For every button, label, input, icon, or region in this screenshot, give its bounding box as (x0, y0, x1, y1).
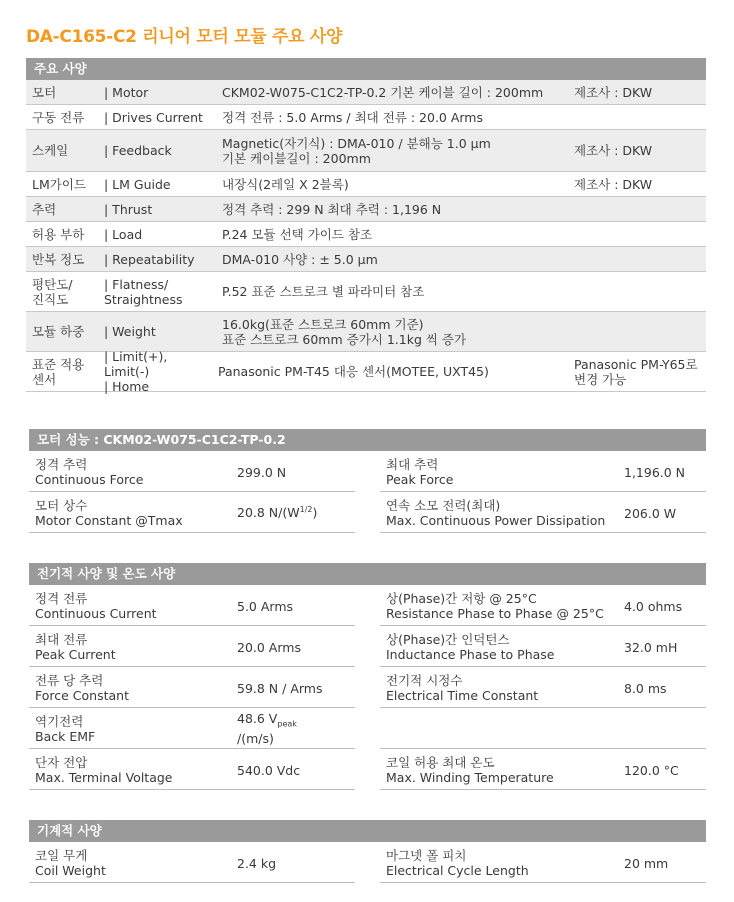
spec-en: | Limit(+), Limit(-) | Home (104, 349, 168, 394)
spec-ko: 평탄도/ 진직도 (32, 276, 73, 307)
perf-row (29, 453, 706, 492)
perf-value-line2: /(m/s) (237, 730, 274, 746)
electrical-spec-table (29, 563, 706, 790)
mechanical-spec-header: 기계적 사양 (29, 820, 706, 842)
spec-en: | Thrust (104, 201, 153, 217)
perf-cell (380, 453, 706, 492)
spec-maker: 제조사 : DKW (574, 176, 653, 192)
perf-value: 540.0 Vdc (237, 762, 301, 778)
perf-cell (29, 494, 355, 533)
spec-ko: 표준 적용 센서 (32, 356, 85, 387)
spec-en: | Flatness/ Straightness (104, 276, 183, 307)
perf-label: 최대 추력 Peak Force (386, 457, 454, 487)
perf-value: 4.0 ohms (624, 598, 683, 614)
spec-ko: 구동 전류 (32, 109, 85, 125)
motor-performance-header: 모터 성능 : CKM02-W075-C1C2-TP-0.2 (29, 429, 706, 451)
spec-row-drives-current (26, 105, 706, 130)
perf-label: 코일 허용 최대 온도 Max. Winding Temperature (386, 755, 554, 785)
spec-value: 정격 추력 : 299 N 최대 추력 : 1,196 N (222, 201, 442, 217)
perf-value: 206.0 W (624, 505, 677, 521)
perf-value: 2.4 kg (237, 855, 277, 871)
main-spec-header: 주요 사양 (26, 58, 706, 80)
perf-value-sup: 1/2 (299, 505, 313, 515)
perf-cell (380, 751, 706, 790)
perf-row (29, 587, 706, 626)
perf-cell (380, 587, 706, 626)
perf-value: 1,196.0 N (624, 464, 686, 480)
spec-ko: 모터 (32, 84, 57, 100)
perf-label: 정격 추력 Continuous Force (35, 457, 144, 487)
perf-cell-empty (380, 710, 706, 749)
perf-cell (380, 494, 706, 533)
spec-value: Magnetic(자기식) : DMA-010 / 분해능 1.0 μm 기본 케이블길이 : 200mm (222, 135, 491, 166)
spec-row-lm-guide (26, 172, 706, 197)
perf-label: 역기전력 Back EMF (35, 714, 96, 744)
spec-value: 16.0kg(표준 스트로크 60mm 기준) 표준 스트로크 60mm 증가시 1.1kg 씩 증가 (222, 316, 467, 347)
spec-en: | Drives Current (104, 109, 203, 125)
perf-label: 모터 상수 Motor Constant @Tmax (35, 498, 183, 528)
spec-ko: 모듈 하중 (32, 324, 85, 339)
perf-value-main: 20.8 N/(W (237, 505, 300, 521)
perf-value: 20 mm (624, 855, 669, 871)
perf-value: 32.0 mH (624, 639, 678, 655)
perf-cell (380, 669, 706, 708)
perf-label: 정격 전류 Continuous Current (35, 591, 157, 621)
spec-maker: 제조사 : DKW (574, 143, 653, 158)
perf-value-sub: peak (277, 719, 297, 729)
spec-row-motor (26, 80, 706, 105)
perf-row (29, 751, 706, 790)
perf-cell (29, 710, 355, 749)
perf-label: 단자 전압 Max. Terminal Voltage (35, 755, 173, 785)
perf-cell (380, 628, 706, 667)
motor-performance-table (29, 429, 706, 533)
perf-label: 전류 당 추력 Force Constant (35, 673, 129, 703)
perf-row (29, 628, 706, 667)
perf-row (29, 710, 706, 749)
perf-value: 299.0 N (237, 464, 287, 480)
spec-en: | Feedback (104, 143, 172, 158)
spec-ko: LM가이드 (32, 176, 86, 192)
spec-en: | LM Guide (104, 176, 171, 192)
perf-cell (29, 587, 355, 626)
perf-value: 120.0 °C (624, 762, 679, 778)
spec-value: P.24 모듈 선택 가이드 참조 (222, 226, 373, 242)
spec-row-thrust (26, 197, 706, 222)
perf-cell (380, 844, 706, 883)
perf-label: 상(Phase)간 인덕턴스 Inductance Phase to Phase (386, 632, 555, 662)
perf-value: 20.0 Arms (237, 639, 301, 655)
spec-maker: 제조사 : DKW (574, 84, 653, 100)
spec-row-repeatability (26, 247, 706, 272)
perf-cell (29, 628, 355, 667)
page-title: DA-C165-C2 리니어 모터 모듈 주요 사양 (26, 27, 343, 47)
perf-label: 마그넷 폴 피치 Electrical Cycle Length (386, 848, 529, 878)
spec-row-flatness (26, 272, 706, 312)
spec-en: | Load (104, 226, 143, 242)
spec-row-load (26, 222, 706, 247)
perf-cell (29, 453, 355, 492)
main-spec-table (26, 58, 706, 392)
spec-ko: 추력 (32, 201, 57, 217)
perf-value-back-emf (237, 712, 355, 746)
electrical-spec-header: 전기적 사양 및 온도 사양 (29, 563, 706, 585)
spec-ko: 스케일 (32, 143, 69, 158)
mechanical-spec-table (29, 820, 706, 883)
perf-value-tail: ) (312, 505, 318, 521)
perf-cell (29, 669, 355, 708)
spec-row-sensor (26, 349, 706, 394)
perf-value-motor-constant (237, 505, 355, 520)
perf-label: 연속 소모 전력(최대) Max. Continuous Power Dissipation (386, 498, 606, 528)
perf-row (29, 494, 706, 533)
spec-en: | Weight (104, 324, 156, 339)
spec-ko: 반복 정도 (32, 251, 85, 267)
perf-cell (29, 751, 355, 790)
spec-value: 정격 전류 : 5.0 Arms / 최대 전류 : 20.0 Arms (222, 109, 483, 125)
spec-maker: Panasonic PM-Y65로 변경 가능 (574, 356, 698, 387)
perf-label: 상(Phase)간 저항 @ 25°C Resistance Phase to Phase @ 25°C (386, 591, 604, 621)
perf-row (29, 844, 706, 883)
spec-en: | Motor (104, 84, 149, 100)
spec-value: 내장식(2레일 X 2블록) (222, 176, 349, 192)
spec-value: P.52 표준 스트로크 별 파라미터 참조 (222, 284, 425, 299)
spec-ko: 허용 부하 (32, 226, 85, 242)
spec-value: Panasonic PM-T45 대응 센서(MOTEE, UXT45) (218, 364, 489, 379)
perf-label: 코일 무게 Coil Weight (35, 848, 106, 878)
perf-label: 최대 전류 Peak Current (35, 632, 116, 662)
perf-value: 59.8 N / Arms (237, 680, 323, 696)
spec-value: CKM02-W075-C1C2-TP-0.2 기본 케이블 길이 : 200mm (222, 84, 544, 100)
perf-label: 전기적 시정수 Electrical Time Constant (386, 673, 539, 703)
perf-value: 5.0 Arms (237, 598, 294, 614)
perf-value: 8.0 ms (624, 680, 667, 696)
perf-cell (29, 844, 355, 883)
spec-row-weight (26, 312, 706, 352)
perf-row (29, 669, 706, 708)
perf-value-main: 48.6 V (237, 711, 278, 727)
spec-en: | Repeatability (104, 251, 195, 267)
spec-value: DMA-010 사양 : ± 5.0 μm (222, 251, 378, 267)
spec-row-feedback (26, 130, 706, 172)
